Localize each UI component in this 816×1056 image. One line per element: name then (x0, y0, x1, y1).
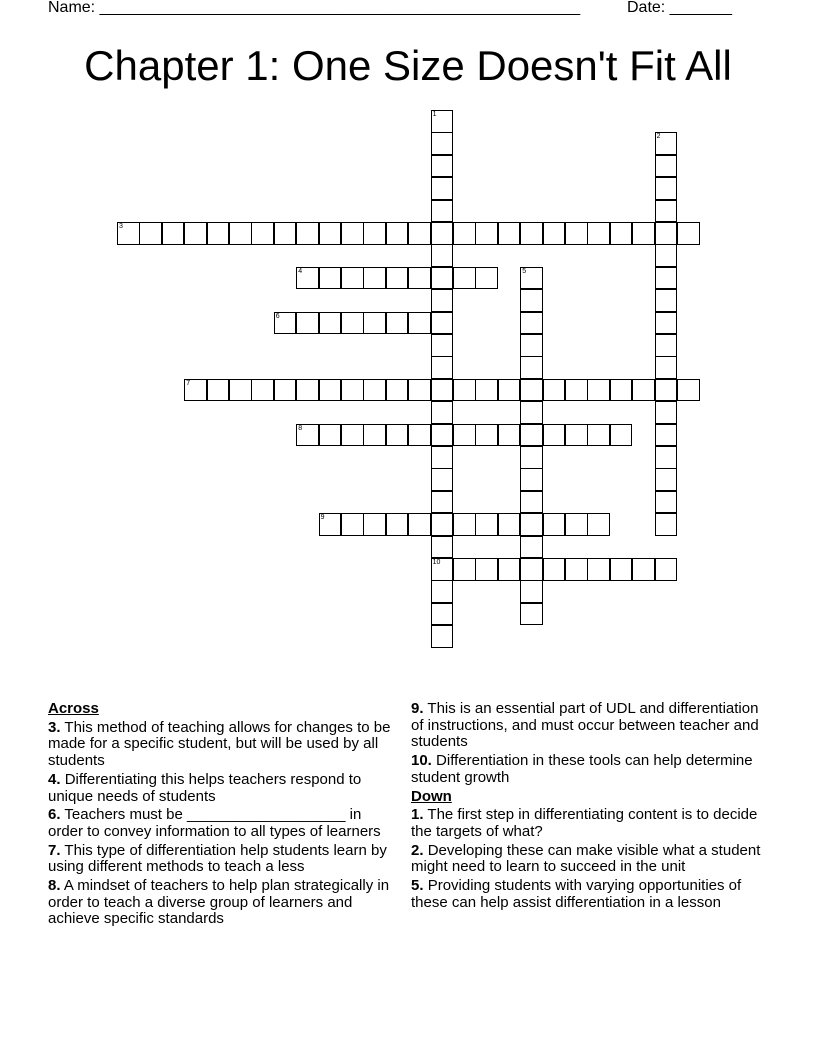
crossword-cell[interactable] (543, 513, 566, 536)
crossword-cell[interactable] (655, 155, 678, 178)
crossword-cell[interactable] (453, 424, 476, 447)
clue-text: Teachers must be ___________________ in order to convey information to all types of learners (48, 806, 381, 840)
clue-number: 8. (48, 877, 61, 895)
crossword-cell[interactable] (431, 222, 454, 245)
crossword-cell[interactable] (610, 424, 633, 447)
clues-column-left (48, 700, 400, 928)
crossword-cell[interactable] (363, 312, 386, 335)
crossword-cell[interactable] (431, 558, 454, 581)
crossword-cell[interactable] (475, 267, 498, 290)
crossword-cell[interactable] (386, 379, 409, 402)
crossword-cell[interactable] (431, 356, 454, 379)
crossword-cell[interactable] (296, 379, 319, 402)
crossword-cell[interactable] (655, 200, 678, 223)
crossword-cell[interactable] (453, 558, 476, 581)
crossword-cell[interactable] (655, 468, 678, 491)
crossword-cell[interactable] (655, 558, 678, 581)
crossword-cell[interactable] (431, 603, 454, 626)
crossword-cell[interactable] (453, 379, 476, 402)
crossword-cell[interactable] (520, 334, 543, 357)
clue-number: 7. (48, 841, 61, 859)
clue-text: Differentiating this helps teachers respond to unique needs of students (48, 770, 362, 805)
cell-number: 2 (656, 133, 661, 141)
crossword-cell[interactable] (431, 200, 454, 223)
crossword-cell[interactable] (498, 558, 521, 581)
crossword-cell[interactable] (520, 558, 543, 581)
crossword-cell[interactable] (655, 401, 678, 424)
crossword-cell[interactable] (341, 424, 364, 447)
crossword-cell[interactable] (184, 222, 207, 245)
crossword-cell[interactable] (498, 513, 521, 536)
crossword-cell[interactable] (274, 379, 297, 402)
crossword-cell[interactable] (363, 267, 386, 290)
crossword-cell[interactable] (655, 446, 678, 469)
crossword-cell[interactable] (520, 491, 543, 514)
crossword-cell[interactable] (386, 312, 409, 335)
crossword-cell[interactable] (408, 424, 431, 447)
crossword-cell[interactable] (162, 222, 185, 245)
crossword-cell[interactable] (520, 536, 543, 559)
crossword-cell[interactable] (632, 379, 655, 402)
crossword-cell[interactable] (139, 222, 162, 245)
crossword-cell[interactable] (431, 267, 454, 290)
crossword-cell[interactable] (408, 222, 431, 245)
clue-number: 4. (48, 770, 61, 788)
crossword-cell[interactable] (565, 558, 588, 581)
crossword-cell[interactable] (655, 379, 678, 402)
crossword-cell[interactable] (520, 222, 543, 245)
crossword-cell[interactable] (431, 155, 454, 178)
clue-text: Differentiation in these tools can help determine student growth (411, 752, 753, 786)
crossword-cell[interactable] (207, 222, 230, 245)
across-heading: Across (48, 700, 99, 717)
crossword-cell[interactable] (431, 424, 454, 447)
crossword-cell[interactable] (565, 424, 588, 447)
crossword-cell[interactable] (431, 625, 454, 648)
crossword-cell[interactable] (610, 558, 633, 581)
crossword-cell[interactable] (543, 222, 566, 245)
crossword-cell[interactable] (117, 222, 140, 245)
crossword-cell[interactable] (431, 446, 454, 469)
cell-number: 9 (320, 514, 325, 522)
cell-number: 5 (522, 267, 527, 275)
crossword-cell[interactable] (251, 222, 274, 245)
clue-across-3 (48, 720, 400, 770)
clue-across-4 (48, 772, 400, 805)
crossword-cell[interactable] (431, 536, 454, 559)
crossword-cell[interactable] (565, 513, 588, 536)
crossword-cell[interactable] (319, 513, 342, 536)
crossword-cell[interactable] (587, 379, 610, 402)
crossword-cell[interactable] (363, 222, 386, 245)
crossword-cell[interactable] (587, 222, 610, 245)
clue-number: 9. (411, 700, 424, 717)
crossword-cell[interactable] (610, 222, 633, 245)
crossword-cell[interactable] (296, 222, 319, 245)
crossword-cell[interactable] (431, 491, 454, 514)
crossword-cell[interactable] (363, 379, 386, 402)
crossword-cell[interactable] (319, 267, 342, 290)
clue-text: Developing these can make visible what a student might need to learn to succeed in the unit (411, 841, 761, 876)
clue-number: 2. (411, 841, 424, 859)
crossword-cell[interactable] (453, 222, 476, 245)
crossword-cell[interactable] (632, 558, 655, 581)
crossword-cell[interactable] (520, 468, 543, 491)
crossword-cell[interactable] (274, 312, 297, 335)
crossword-cell[interactable] (386, 267, 409, 290)
clue-text: The first step in differentiating content is to decide the targets of what? (411, 806, 758, 840)
crossword-cell[interactable] (655, 222, 678, 245)
clue-text: Providing students with varying opportunities of these can help assist differentiation in a lesson (411, 877, 742, 911)
crossword-cell[interactable] (431, 110, 454, 133)
crossword-cell[interactable] (431, 334, 454, 357)
crossword-cell[interactable] (453, 513, 476, 536)
crossword-cell[interactable] (431, 468, 454, 491)
crossword-cell[interactable] (520, 356, 543, 379)
crossword-cell[interactable] (431, 513, 454, 536)
crossword-cell[interactable] (229, 222, 252, 245)
crossword-cell[interactable] (475, 379, 498, 402)
crossword-cell[interactable] (319, 424, 342, 447)
crossword-cell[interactable] (274, 222, 297, 245)
cell-number: 6 (275, 312, 280, 320)
crossword-cell[interactable] (341, 513, 364, 536)
cell-number: 8 (298, 424, 303, 432)
cell-number: 1 (432, 111, 437, 118)
crossword-cell[interactable] (632, 222, 655, 245)
crossword-cell[interactable] (341, 267, 364, 290)
crossword-cell[interactable] (587, 558, 610, 581)
crossword-cell[interactable] (431, 289, 454, 312)
name-field-label: Name: ______________________________________________________ (48, 0, 581, 16)
down-heading: Down (411, 787, 452, 805)
clue-across-8 (48, 877, 400, 928)
crossword-cell[interactable] (587, 513, 610, 536)
clue-across-6 (48, 807, 400, 840)
crossword-cell[interactable] (475, 558, 498, 581)
crossword-cell[interactable] (341, 312, 364, 335)
crossword-cell[interactable] (677, 379, 700, 402)
crossword-cell[interactable] (655, 289, 678, 312)
crossword-cell[interactable] (520, 312, 543, 335)
crossword-cell[interactable] (431, 580, 454, 603)
crossword-cell[interactable] (610, 379, 633, 402)
crossword-cell[interactable] (565, 379, 588, 402)
cell-number: 7 (186, 379, 191, 387)
crossword-cell[interactable] (229, 379, 252, 402)
date-field-label: Date: _______ (627, 0, 732, 16)
crossword-cell[interactable] (431, 177, 454, 200)
clue-across-10 (411, 753, 771, 786)
crossword-cell[interactable] (655, 177, 678, 200)
crossword-cell[interactable] (453, 267, 476, 290)
crossword-cell[interactable] (184, 379, 207, 402)
crossword-cell[interactable] (296, 424, 319, 447)
crossword-cell[interactable] (655, 312, 678, 335)
crossword-cell[interactable] (520, 379, 543, 402)
crossword-cell[interactable] (655, 244, 678, 267)
crossword-cell[interactable] (520, 267, 543, 290)
crossword-cell[interactable] (565, 222, 588, 245)
crossword-cell[interactable] (498, 379, 521, 402)
crossword-cell[interactable] (655, 334, 678, 357)
crossword-cell[interactable] (655, 513, 678, 536)
crossword-cell[interactable] (587, 424, 610, 447)
crossword-cell[interactable] (431, 244, 454, 267)
crossword-cell[interactable] (431, 312, 454, 335)
crossword-cell[interactable] (655, 267, 678, 290)
crossword-cell[interactable] (475, 424, 498, 447)
page-title: Chapter 1: One Size Doesn't Fit All (84, 42, 732, 89)
cell-number: 3 (119, 223, 123, 230)
clue-across-7 (48, 843, 400, 876)
crossword-cell[interactable] (319, 312, 342, 335)
clue-number: 5. (411, 877, 424, 895)
crossword-cell[interactable] (543, 424, 566, 447)
crossword-cell[interactable] (475, 222, 498, 245)
clue-number: 6. (48, 806, 61, 824)
clue-down-5 (411, 878, 771, 911)
crossword-cell[interactable] (677, 222, 700, 245)
clues-column-right (411, 701, 771, 913)
crossword-cell[interactable] (408, 312, 431, 335)
crossword-cell[interactable] (296, 312, 319, 335)
clue-across-9 (411, 701, 771, 751)
crossword-cell[interactable] (363, 424, 386, 447)
crossword-cell[interactable] (296, 267, 319, 290)
clue-text: This method of teaching allows for changes to be made for a specific student, but will be used by all students (48, 718, 391, 770)
crossword-cell[interactable] (520, 424, 543, 447)
crossword-cell[interactable] (543, 379, 566, 402)
clue-down-1 (411, 807, 771, 840)
clue-down-2 (411, 843, 771, 876)
crossword-cell[interactable] (498, 424, 521, 447)
clue-number: 10. (411, 752, 432, 770)
crossword-cell[interactable] (341, 379, 364, 402)
crossword-cell[interactable] (207, 379, 230, 402)
crossword-cell[interactable] (655, 132, 678, 155)
crossword-cell[interactable] (408, 513, 431, 536)
crossword-cell[interactable] (408, 267, 431, 290)
crossword-cell[interactable] (520, 289, 543, 312)
crossword-cell[interactable] (319, 379, 342, 402)
crossword-cell[interactable] (431, 132, 454, 155)
clue-text: This is an essential part of UDL and differentiation of instructions, and must occur between teacher and students (411, 700, 759, 751)
crossword-cell[interactable] (408, 379, 431, 402)
crossword-cell[interactable] (341, 222, 364, 245)
crossword-cell[interactable] (251, 379, 274, 402)
crossword-cell[interactable] (475, 513, 498, 536)
crossword-cell[interactable] (319, 222, 342, 245)
crossword-cell[interactable] (520, 513, 543, 536)
crossword-cell[interactable] (386, 513, 409, 536)
crossword-cell[interactable] (431, 401, 454, 424)
crossword-cell[interactable] (431, 379, 454, 402)
clue-number: 3. (48, 718, 61, 736)
cell-number: 10 (432, 559, 441, 566)
cell-number: 4 (298, 267, 303, 275)
clue-number: 1. (411, 806, 424, 824)
crossword-cell[interactable] (520, 401, 543, 424)
crossword-cell[interactable] (655, 491, 678, 514)
clue-text: A mindset of teachers to help plan strategically in order to teach a diverse group of learners and achieve specific standards (48, 877, 390, 928)
crossword-cell[interactable] (386, 424, 409, 447)
crossword-cell[interactable] (543, 558, 566, 581)
crossword-cell[interactable] (520, 446, 543, 469)
crossword-cell[interactable] (655, 424, 678, 447)
crossword-cell[interactable] (498, 222, 521, 245)
crossword-cell[interactable] (520, 603, 543, 626)
crossword-cell[interactable] (363, 513, 386, 536)
clue-text: This type of differentiation help students learn by using different methods to teach a less (48, 841, 387, 876)
crossword-cell[interactable] (655, 356, 678, 379)
crossword-cell[interactable] (520, 580, 543, 603)
crossword-cell[interactable] (386, 222, 409, 245)
